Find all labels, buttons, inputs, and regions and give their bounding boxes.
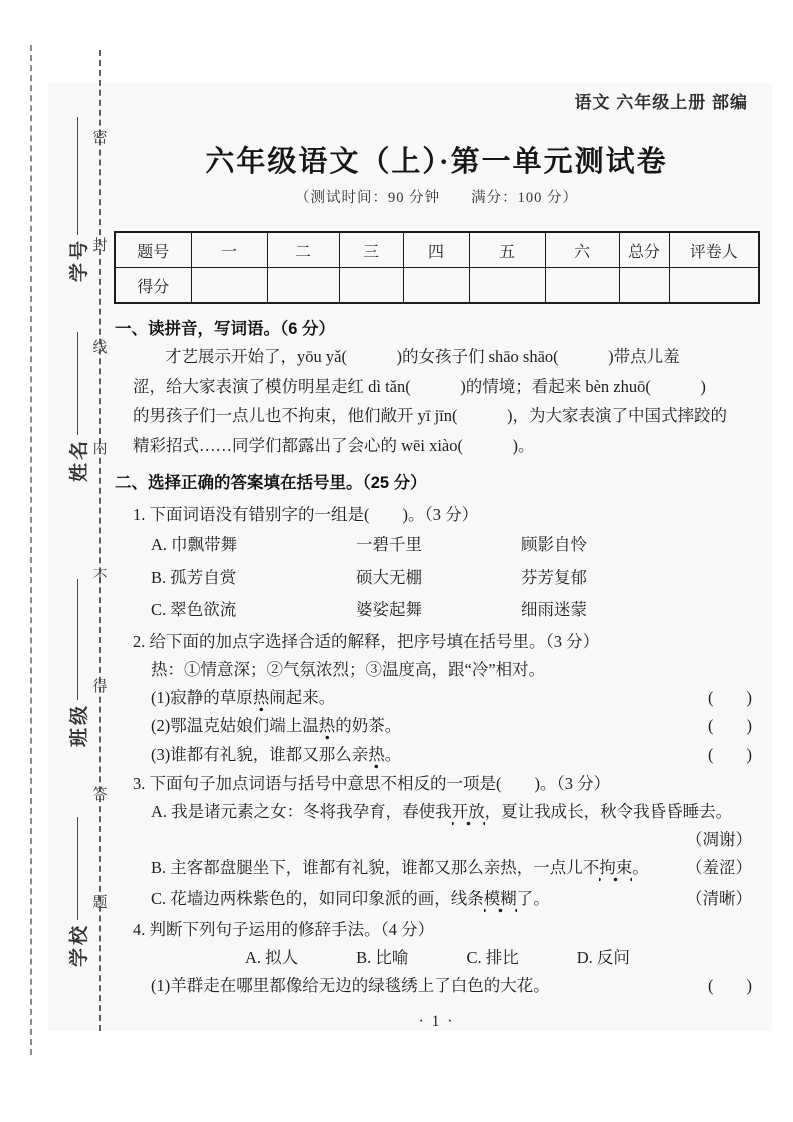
edition-label: 语文 六年级上册 部编 — [574, 93, 748, 112]
score-table-header-cell: 三 — [339, 232, 403, 268]
section-2-heading: 二、选择正确的答案填在括号里。（25 分） — [115, 474, 427, 492]
q1-option: A. 巾飘带舞 — [151, 535, 238, 554]
q2-item-text: (2)鄂温克姑娘们端上温热的奶茶。 — [151, 712, 401, 741]
section-1-heading: 一、读拼音，写词语。（6 分） — [115, 320, 336, 338]
write-in-line — [77, 332, 78, 435]
q2-item-text: (3)谁都有礼貌，谁都又那么亲热。 — [151, 741, 401, 770]
score-blank-cell — [469, 268, 545, 304]
q1-option-row — [151, 594, 758, 627]
student-school-field — [62, 817, 92, 967]
seal-char: 封 — [92, 238, 108, 254]
seal-char: 题 — [92, 895, 108, 911]
score-table-header-cell: 六 — [545, 232, 619, 268]
q2-stem: 2. 给下面的加点字选择合适的解释，把序号填在括号里。（3 分） — [133, 631, 600, 651]
answer-word-bracket: （羞涩） — [686, 858, 752, 877]
answer-word-bracket: （清晰） — [686, 889, 752, 908]
seal-char: 线 — [92, 340, 108, 356]
score-blank-cell — [619, 268, 669, 304]
q1-option: 细雨迷蒙 — [521, 600, 587, 619]
student-class-field — [62, 579, 92, 747]
dotted-word: 模糊 — [484, 889, 517, 913]
q4-choice: B. 比喻 — [356, 948, 409, 967]
student-id-label: 学号 — [68, 237, 90, 282]
q2-definitions: 热：①情意深；②气氛浓烈；③温度高，跟“冷”相对。 — [151, 659, 546, 679]
score-table-header-cell: 评卷人 — [669, 232, 759, 268]
seal-char: 得 — [92, 679, 108, 695]
score-table-header-cell: 一 — [191, 232, 267, 268]
fold-dashed-line — [30, 45, 32, 1055]
write-in-line — [77, 579, 78, 700]
dotted-word: 开放 — [452, 802, 485, 826]
q2-item — [151, 741, 758, 770]
score-table-header-cell: 五 — [469, 232, 545, 268]
q4-choices-row — [245, 944, 758, 972]
q4-stem: 4. 判断下列句子运用的修辞手法。（4 分） — [133, 920, 435, 939]
q3-option-text: B. 主客都盘腿坐下，谁都有礼貌，谁都又那么亲热，一点儿不拘束。 — [151, 853, 649, 883]
seal-char: 密 — [92, 130, 108, 146]
student-school-label: 学校 — [68, 922, 90, 967]
q2-item — [151, 712, 758, 741]
q1-option: 硕大无棚 — [356, 567, 422, 587]
q3-option-a-bracket: （凋谢） — [686, 830, 752, 849]
pinyin-passage-line: 涩，给大家表演了模仿明星走红 dì tǎn( )的情境；看起来 bèn zhuō( ) — [133, 376, 706, 396]
q1-option: 一碧千里 — [356, 535, 422, 554]
q1-option: C. 翠色欲流 — [151, 600, 237, 619]
q1-option-row — [151, 562, 758, 595]
q1-stem: 1. 下面词语没有错别字的一组是( )。（3 分） — [133, 505, 479, 524]
score-table-header-cell: 二 — [267, 232, 339, 268]
q4-item-text: (1)羊群走在哪里都像给无边的绿毯绣上了白色的大花。 — [151, 976, 550, 995]
q2-item — [151, 684, 758, 713]
dotted-char: 热 — [368, 745, 385, 769]
score-table-score-row — [115, 268, 759, 304]
score-blank-cell — [403, 268, 469, 304]
q4-choice: A. 拟人 — [245, 948, 299, 967]
q4-choice: C. 排比 — [466, 948, 519, 967]
score-blank-cell — [545, 268, 619, 304]
q1-option: 芬芳复郁 — [521, 567, 587, 587]
score-table — [114, 231, 760, 304]
q1-option-row — [151, 529, 758, 562]
dotted-char: 热 — [253, 688, 270, 712]
q2-item-text: (1)寂静的草原热闹起来。 — [151, 684, 335, 713]
score-table-header-cell: 总分 — [619, 232, 669, 268]
q3-option-b — [151, 853, 758, 883]
student-class-label: 班级 — [68, 702, 90, 747]
page-title: 六年级语文（上）·第一单元测试卷 — [205, 146, 668, 178]
q1-option: B. 孤芳自赏 — [151, 567, 237, 587]
test-info-subtitle: （测试时间：90 分钟 满分：100 分） — [295, 190, 578, 206]
answer-bracket: ( ) — [708, 687, 752, 707]
pinyin-passage-line: 精彩招式……同学们都露出了会心的 wēi xiào( )。 — [133, 435, 535, 455]
score-blank-cell — [339, 268, 403, 304]
question-content — [115, 316, 758, 1031]
q3-option-a: A. 我是诸元素之女：冬将我孕育，春使我开放，夏让我成长，秋令我昏昏睡去。 — [151, 798, 758, 826]
q4-choice: D. 反问 — [576, 948, 630, 967]
q3-stem: 3. 下面句子加点词语与括号中意思不相反的一项是( )。（3 分） — [133, 774, 611, 793]
score-table-header-row — [115, 232, 759, 268]
score-table-header-cell: 四 — [403, 232, 469, 268]
student-name-field — [62, 332, 92, 482]
answer-bracket: ( ) — [708, 744, 752, 764]
seal-char: 内 — [92, 441, 108, 457]
answer-bracket: ( ) — [708, 716, 752, 735]
write-in-line — [77, 817, 78, 920]
dotted-char: 热 — [319, 716, 336, 740]
q1-option: 顾影自怜 — [521, 535, 587, 554]
page-number: · 1 · — [418, 1012, 455, 1030]
seal-char: 答 — [92, 787, 108, 803]
score-row-label: 得分 — [115, 268, 191, 304]
seal-dashed-line — [99, 50, 101, 1031]
seal-char: 不 — [92, 569, 108, 585]
q4-item — [151, 972, 758, 1001]
q3-option-c — [151, 883, 758, 915]
score-table-header-cell: 题号 — [115, 232, 191, 268]
pinyin-passage-line: 的男孩子们一点儿也不拘束，他们敞开 yī jīn( )，为大家表演了中国式摔跤的 — [133, 406, 727, 425]
dotted-word: 拘束 — [599, 858, 632, 882]
write-in-line — [77, 117, 78, 235]
student-id-field — [62, 117, 92, 282]
student-name-label: 姓名 — [68, 437, 90, 482]
score-blank-cell — [267, 268, 339, 304]
score-blank-cell — [669, 268, 759, 304]
pinyin-passage-line: 才艺展示开始了，yōu yǎ( )的女孩子们 shāo shāo( )带点儿羞 — [165, 347, 680, 366]
score-blank-cell — [191, 268, 267, 304]
answer-bracket: ( ) — [708, 976, 752, 995]
q1-option: 婆娑起舞 — [356, 600, 422, 619]
q3-option-text: C. 花墙边两株紫色的，如同印象派的画，线条模糊了。 — [151, 883, 550, 915]
